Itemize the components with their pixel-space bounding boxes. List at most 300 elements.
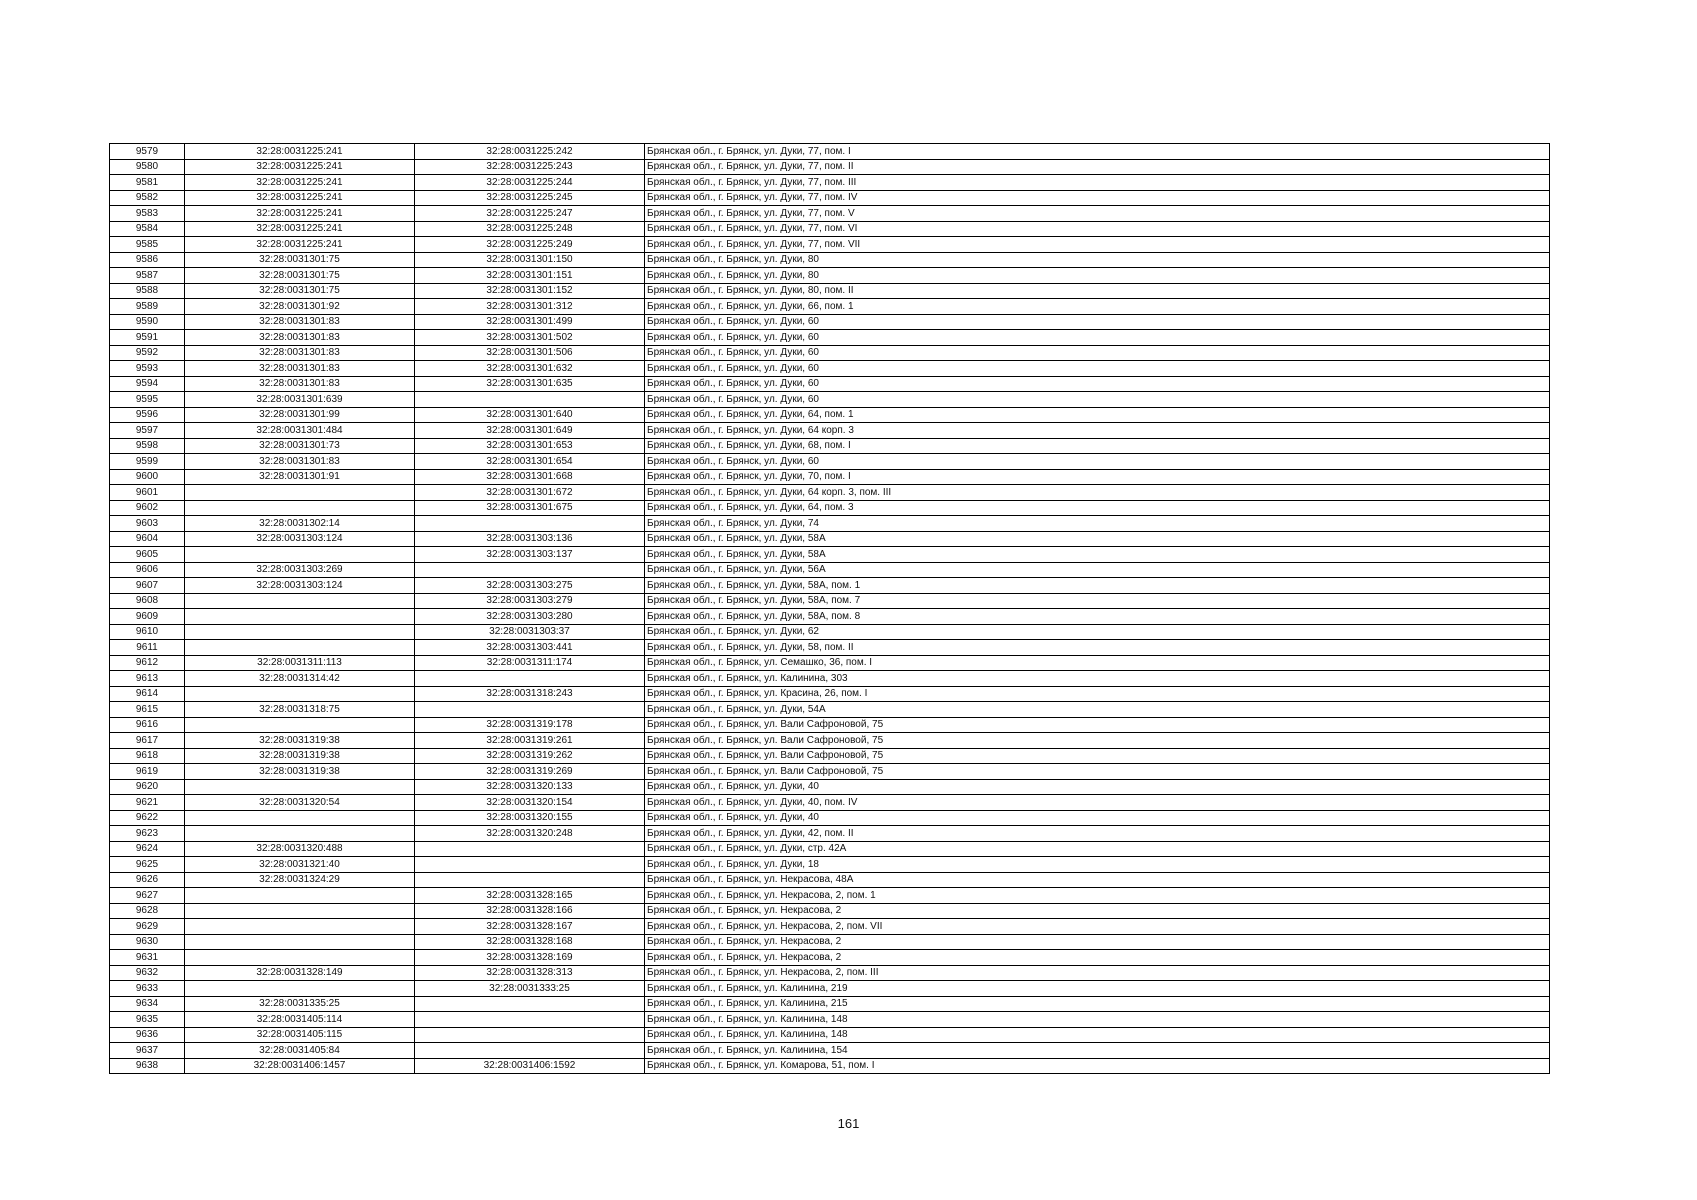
parcel-cadastral-number-cell: 32:28:0031324:29	[185, 872, 415, 888]
object-cadastral-number-cell: 32:28:0031406:1592	[415, 1058, 645, 1074]
table-row	[110, 516, 1550, 532]
table-row	[110, 1027, 1550, 1043]
address-cell: Брянская обл., г. Брянск, ул. Дуки, 64, пом. 3	[645, 500, 1550, 516]
object-cadastral-number-cell: 32:28:0031318:243	[415, 686, 645, 702]
object-cadastral-number-cell: 32:28:0031301:152	[415, 283, 645, 299]
parcel-cadastral-number-cell: 32:28:0031225:241	[185, 144, 415, 160]
table-row	[110, 903, 1550, 919]
row-number-cell: 9621	[110, 795, 185, 811]
parcel-cadastral-number-cell: 32:28:0031319:38	[185, 764, 415, 780]
table-row	[110, 624, 1550, 640]
object-cadastral-number-cell	[415, 1043, 645, 1059]
parcel-cadastral-number-cell: 32:28:0031318:75	[185, 702, 415, 718]
row-number-cell: 9620	[110, 779, 185, 795]
object-cadastral-number-cell: 32:28:0031303:137	[415, 547, 645, 563]
object-cadastral-number-cell: 32:28:0031320:155	[415, 810, 645, 826]
address-cell: Брянская обл., г. Брянск, ул. Семашко, 36, пом. I	[645, 655, 1550, 671]
address-cell: Брянская обл., г. Брянск, ул. Дуки, 60	[645, 345, 1550, 361]
address-cell: Брянская обл., г. Брянск, ул. Дуки, 58А	[645, 531, 1550, 547]
table-row	[110, 686, 1550, 702]
table-row	[110, 314, 1550, 330]
object-cadastral-number-cell: 32:28:0031328:166	[415, 903, 645, 919]
row-number-cell: 9614	[110, 686, 185, 702]
row-number-cell: 9593	[110, 361, 185, 377]
parcel-cadastral-number-cell: 32:28:0031301:75	[185, 283, 415, 299]
parcel-cadastral-number-cell: 32:28:0031225:241	[185, 159, 415, 175]
parcel-cadastral-number-cell	[185, 919, 415, 935]
table-row	[110, 671, 1550, 687]
row-number-cell: 9588	[110, 283, 185, 299]
object-cadastral-number-cell: 32:28:0031301:653	[415, 438, 645, 454]
table-row	[110, 562, 1550, 578]
address-cell: Брянская обл., г. Брянск, ул. Комарова, 51, пом. I	[645, 1058, 1550, 1074]
parcel-cadastral-number-cell: 32:28:0031328:149	[185, 965, 415, 981]
address-cell: Брянская обл., г. Брянск, ул. Дуки, 58А, пом. 7	[645, 593, 1550, 609]
address-cell: Брянская обл., г. Брянск, ул. Дуки, 60	[645, 454, 1550, 470]
row-number-cell: 9633	[110, 981, 185, 997]
object-cadastral-number-cell: 32:28:0031225:243	[415, 159, 645, 175]
row-number-cell: 9605	[110, 547, 185, 563]
table-row	[110, 221, 1550, 237]
parcel-cadastral-number-cell: 32:28:0031225:241	[185, 190, 415, 206]
object-cadastral-number-cell: 32:28:0031225:248	[415, 221, 645, 237]
object-cadastral-number-cell: 32:28:0031333:25	[415, 981, 645, 997]
object-cadastral-number-cell	[415, 872, 645, 888]
address-cell: Брянская обл., г. Брянск, ул. Дуки, 77, пом. I	[645, 144, 1550, 160]
parcel-cadastral-number-cell: 32:28:0031303:124	[185, 531, 415, 547]
row-number-cell: 9630	[110, 934, 185, 950]
object-cadastral-number-cell: 32:28:0031225:249	[415, 237, 645, 253]
table-row	[110, 578, 1550, 594]
address-cell: Брянская обл., г. Брянск, ул. Некрасова, 2	[645, 934, 1550, 950]
parcel-cadastral-number-cell	[185, 826, 415, 842]
parcel-cadastral-number-cell: 32:28:0031405:84	[185, 1043, 415, 1059]
parcel-cadastral-number-cell	[185, 547, 415, 563]
row-number-cell: 9592	[110, 345, 185, 361]
registry-table-body	[110, 144, 1550, 1074]
row-number-cell: 9606	[110, 562, 185, 578]
row-number-cell: 9618	[110, 748, 185, 764]
parcel-cadastral-number-cell: 32:28:0031301:91	[185, 469, 415, 485]
object-cadastral-number-cell	[415, 671, 645, 687]
object-cadastral-number-cell: 32:28:0031301:506	[415, 345, 645, 361]
row-number-cell: 9628	[110, 903, 185, 919]
table-row	[110, 810, 1550, 826]
parcel-cadastral-number-cell	[185, 593, 415, 609]
table-row	[110, 996, 1550, 1012]
parcel-cadastral-number-cell: 32:28:0031301:99	[185, 407, 415, 423]
table-row	[110, 454, 1550, 470]
row-number-cell: 9636	[110, 1027, 185, 1043]
table-row	[110, 159, 1550, 175]
address-cell: Брянская обл., г. Брянск, ул. Дуки, 68, пом. I	[645, 438, 1550, 454]
parcel-cadastral-number-cell: 32:28:0031225:241	[185, 221, 415, 237]
object-cadastral-number-cell: 32:28:0031320:133	[415, 779, 645, 795]
parcel-cadastral-number-cell: 32:28:0031301:83	[185, 330, 415, 346]
row-number-cell: 9594	[110, 376, 185, 392]
parcel-cadastral-number-cell: 32:28:0031301:75	[185, 252, 415, 268]
object-cadastral-number-cell: 32:28:0031303:136	[415, 531, 645, 547]
address-cell: Брянская обл., г. Брянск, ул. Дуки, 60	[645, 361, 1550, 377]
address-cell: Брянская обл., г. Брянск, ул. Дуки, 40, пом. IV	[645, 795, 1550, 811]
address-cell: Брянская обл., г. Брянск, ул. Калинина, 219	[645, 981, 1550, 997]
row-number-cell: 9608	[110, 593, 185, 609]
row-number-cell: 9598	[110, 438, 185, 454]
address-cell: Брянская обл., г. Брянск, ул. Дуки, 74	[645, 516, 1550, 532]
parcel-cadastral-number-cell: 32:28:0031320:488	[185, 841, 415, 857]
row-number-cell: 9637	[110, 1043, 185, 1059]
object-cadastral-number-cell: 32:28:0031303:275	[415, 578, 645, 594]
address-cell: Брянская обл., г. Брянск, ул. Некрасова, 48А	[645, 872, 1550, 888]
row-number-cell: 9634	[110, 996, 185, 1012]
parcel-cadastral-number-cell	[185, 500, 415, 516]
parcel-cadastral-number-cell: 32:28:0031225:241	[185, 237, 415, 253]
row-number-cell: 9631	[110, 950, 185, 966]
row-number-cell: 9615	[110, 702, 185, 718]
row-number-cell: 9602	[110, 500, 185, 516]
address-cell: Брянская обл., г. Брянск, ул. Вали Сафроновой, 75	[645, 748, 1550, 764]
row-number-cell: 9626	[110, 872, 185, 888]
table-row	[110, 748, 1550, 764]
parcel-cadastral-number-cell: 32:28:0031301:83	[185, 314, 415, 330]
row-number-cell: 9617	[110, 733, 185, 749]
table-row	[110, 717, 1550, 733]
row-number-cell: 9589	[110, 299, 185, 315]
row-number-cell: 9600	[110, 469, 185, 485]
parcel-cadastral-number-cell: 32:28:0031301:75	[185, 268, 415, 284]
row-number-cell: 9587	[110, 268, 185, 284]
row-number-cell: 9586	[110, 252, 185, 268]
object-cadastral-number-cell: 32:28:0031301:654	[415, 454, 645, 470]
object-cadastral-number-cell	[415, 392, 645, 408]
address-cell: Брянская обл., г. Брянск, ул. Дуки, 58А, пом. 1	[645, 578, 1550, 594]
object-cadastral-number-cell: 32:28:0031225:245	[415, 190, 645, 206]
object-cadastral-number-cell: 32:28:0031225:244	[415, 175, 645, 191]
object-cadastral-number-cell: 32:28:0031303:441	[415, 640, 645, 656]
parcel-cadastral-number-cell	[185, 717, 415, 733]
row-number-cell: 9590	[110, 314, 185, 330]
object-cadastral-number-cell: 32:28:0031319:269	[415, 764, 645, 780]
parcel-cadastral-number-cell: 32:28:0031301:83	[185, 361, 415, 377]
object-cadastral-number-cell: 32:28:0031328:165	[415, 888, 645, 904]
row-number-cell: 9580	[110, 159, 185, 175]
row-number-cell: 9609	[110, 609, 185, 625]
object-cadastral-number-cell: 32:28:0031320:154	[415, 795, 645, 811]
row-number-cell: 9610	[110, 624, 185, 640]
row-number-cell: 9613	[110, 671, 185, 687]
object-cadastral-number-cell: 32:28:0031319:178	[415, 717, 645, 733]
parcel-cadastral-number-cell: 32:28:0031301:83	[185, 454, 415, 470]
table-row	[110, 283, 1550, 299]
parcel-cadastral-number-cell: 32:28:0031225:241	[185, 206, 415, 222]
row-number-cell: 9638	[110, 1058, 185, 1074]
row-number-cell: 9627	[110, 888, 185, 904]
table-row	[110, 640, 1550, 656]
object-cadastral-number-cell	[415, 841, 645, 857]
object-cadastral-number-cell	[415, 562, 645, 578]
parcel-cadastral-number-cell: 32:28:0031301:92	[185, 299, 415, 315]
address-cell: Брянская обл., г. Брянск, ул. Дуки, 60	[645, 314, 1550, 330]
address-cell: Брянская обл., г. Брянск, ул. Дуки, 56А	[645, 562, 1550, 578]
row-number-cell: 9623	[110, 826, 185, 842]
parcel-cadastral-number-cell: 32:28:0031406:1457	[185, 1058, 415, 1074]
address-cell: Брянская обл., г. Брянск, ул. Дуки, 42, пом. II	[645, 826, 1550, 842]
address-cell: Брянская обл., г. Брянск, ул. Калинина, 148	[645, 1027, 1550, 1043]
page-number: 161	[837, 1116, 860, 1131]
parcel-cadastral-number-cell: 32:28:0031319:38	[185, 733, 415, 749]
address-cell: Брянская обл., г. Брянск, ул. Некрасова, 2, пом. 1	[645, 888, 1550, 904]
row-number-cell: 9607	[110, 578, 185, 594]
row-number-cell: 9632	[110, 965, 185, 981]
row-number-cell: 9604	[110, 531, 185, 547]
table-row	[110, 376, 1550, 392]
row-number-cell: 9584	[110, 221, 185, 237]
parcel-cadastral-number-cell: 32:28:0031301:484	[185, 423, 415, 439]
object-cadastral-number-cell: 32:28:0031319:261	[415, 733, 645, 749]
object-cadastral-number-cell: 32:28:0031301:499	[415, 314, 645, 330]
table-row	[110, 547, 1550, 563]
table-row	[110, 655, 1550, 671]
table-row	[110, 469, 1550, 485]
parcel-cadastral-number-cell	[185, 950, 415, 966]
table-row	[110, 1043, 1550, 1059]
address-cell: Брянская обл., г. Брянск, ул. Вали Сафроновой, 75	[645, 717, 1550, 733]
table-row	[110, 950, 1550, 966]
address-cell: Брянская обл., г. Брянск, ул. Некрасова, 2	[645, 903, 1550, 919]
table-row	[110, 500, 1550, 516]
object-cadastral-number-cell: 32:28:0031301:151	[415, 268, 645, 284]
address-cell: Брянская обл., г. Брянск, ул. Дуки, 77, пом. IV	[645, 190, 1550, 206]
object-cadastral-number-cell: 32:28:0031301:632	[415, 361, 645, 377]
row-number-cell: 9629	[110, 919, 185, 935]
row-number-cell: 9582	[110, 190, 185, 206]
address-cell: Брянская обл., г. Брянск, ул. Дуки, 60	[645, 376, 1550, 392]
object-cadastral-number-cell: 32:28:0031328:313	[415, 965, 645, 981]
parcel-cadastral-number-cell: 32:28:0031301:73	[185, 438, 415, 454]
row-number-cell: 9596	[110, 407, 185, 423]
address-cell: Брянская обл., г. Брянск, ул. Дуки, 70, пом. I	[645, 469, 1550, 485]
table-row	[110, 144, 1550, 160]
row-number-cell: 9595	[110, 392, 185, 408]
address-cell: Брянская обл., г. Брянск, ул. Калинина, 215	[645, 996, 1550, 1012]
row-number-cell: 9601	[110, 485, 185, 501]
parcel-cadastral-number-cell: 32:28:0031319:38	[185, 748, 415, 764]
object-cadastral-number-cell: 32:28:0031303:37	[415, 624, 645, 640]
table-row	[110, 361, 1550, 377]
table-row	[110, 888, 1550, 904]
address-cell: Брянская обл., г. Брянск, ул. Калинина, 303	[645, 671, 1550, 687]
parcel-cadastral-number-cell: 32:28:0031302:14	[185, 516, 415, 532]
object-cadastral-number-cell	[415, 857, 645, 873]
parcel-cadastral-number-cell: 32:28:0031335:25	[185, 996, 415, 1012]
object-cadastral-number-cell	[415, 702, 645, 718]
object-cadastral-number-cell: 32:28:0031301:312	[415, 299, 645, 315]
table-row	[110, 485, 1550, 501]
registry-table	[109, 143, 1550, 1074]
table-row	[110, 857, 1550, 873]
table-row	[110, 872, 1550, 888]
object-cadastral-number-cell: 32:28:0031301:635	[415, 376, 645, 392]
table-row	[110, 392, 1550, 408]
parcel-cadastral-number-cell	[185, 640, 415, 656]
address-cell: Брянская обл., г. Брянск, ул. Дуки, 18	[645, 857, 1550, 873]
row-number-cell: 9611	[110, 640, 185, 656]
table-row	[110, 609, 1550, 625]
parcel-cadastral-number-cell	[185, 903, 415, 919]
address-cell: Брянская обл., г. Брянск, ул. Дуки, стр. 42А	[645, 841, 1550, 857]
object-cadastral-number-cell: 32:28:0031301:675	[415, 500, 645, 516]
address-cell: Брянская обл., г. Брянск, ул. Некрасова, 2, пом. III	[645, 965, 1550, 981]
row-number-cell: 9624	[110, 841, 185, 857]
table-row	[110, 764, 1550, 780]
table-row	[110, 934, 1550, 950]
address-cell: Брянская обл., г. Брянск, ул. Дуки, 80, пом. II	[645, 283, 1550, 299]
table-row	[110, 1058, 1550, 1074]
object-cadastral-number-cell: 32:28:0031301:649	[415, 423, 645, 439]
parcel-cadastral-number-cell: 32:28:0031320:54	[185, 795, 415, 811]
parcel-cadastral-number-cell	[185, 686, 415, 702]
address-cell: Брянская обл., г. Брянск, ул. Дуки, 64 корп. 3	[645, 423, 1550, 439]
parcel-cadastral-number-cell: 32:28:0031314:42	[185, 671, 415, 687]
object-cadastral-number-cell	[415, 1012, 645, 1028]
object-cadastral-number-cell: 32:28:0031301:640	[415, 407, 645, 423]
row-number-cell: 9579	[110, 144, 185, 160]
table-row	[110, 175, 1550, 191]
object-cadastral-number-cell: 32:28:0031311:174	[415, 655, 645, 671]
object-cadastral-number-cell	[415, 1027, 645, 1043]
row-number-cell: 9635	[110, 1012, 185, 1028]
address-cell: Брянская обл., г. Брянск, ул. Дуки, 64, пом. 1	[645, 407, 1550, 423]
table-row	[110, 252, 1550, 268]
address-cell: Брянская обл., г. Брянск, ул. Вали Сафроновой, 75	[645, 764, 1550, 780]
row-number-cell: 9581	[110, 175, 185, 191]
row-number-cell: 9603	[110, 516, 185, 532]
table-row	[110, 965, 1550, 981]
object-cadastral-number-cell: 32:28:0031301:672	[415, 485, 645, 501]
table-row	[110, 237, 1550, 253]
object-cadastral-number-cell: 32:28:0031328:168	[415, 934, 645, 950]
row-number-cell: 9599	[110, 454, 185, 470]
parcel-cadastral-number-cell	[185, 485, 415, 501]
table-row	[110, 438, 1550, 454]
address-cell: Брянская обл., г. Брянск, ул. Некрасова, 2	[645, 950, 1550, 966]
table-row	[110, 841, 1550, 857]
address-cell: Брянская обл., г. Брянск, ул. Дуки, 58, пом. II	[645, 640, 1550, 656]
parcel-cadastral-number-cell: 32:28:0031301:639	[185, 392, 415, 408]
row-number-cell: 9585	[110, 237, 185, 253]
table-row	[110, 407, 1550, 423]
parcel-cadastral-number-cell	[185, 934, 415, 950]
object-cadastral-number-cell: 32:28:0031225:247	[415, 206, 645, 222]
parcel-cadastral-number-cell	[185, 609, 415, 625]
parcel-cadastral-number-cell	[185, 779, 415, 795]
address-cell: Брянская обл., г. Брянск, ул. Калинина, 148	[645, 1012, 1550, 1028]
table-row	[110, 779, 1550, 795]
table-row	[110, 531, 1550, 547]
table-row	[110, 981, 1550, 997]
address-cell: Брянская обл., г. Брянск, ул. Дуки, 77, пом. II	[645, 159, 1550, 175]
address-cell: Брянская обл., г. Брянск, ул. Дуки, 62	[645, 624, 1550, 640]
address-cell: Брянская обл., г. Брянск, ул. Дуки, 77, пом. VII	[645, 237, 1550, 253]
parcel-cadastral-number-cell	[185, 810, 415, 826]
object-cadastral-number-cell: 32:28:0031301:150	[415, 252, 645, 268]
row-number-cell: 9612	[110, 655, 185, 671]
object-cadastral-number-cell: 32:28:0031303:279	[415, 593, 645, 609]
row-number-cell: 9619	[110, 764, 185, 780]
address-cell: Брянская обл., г. Брянск, ул. Дуки, 40	[645, 779, 1550, 795]
table-row	[110, 423, 1550, 439]
row-number-cell: 9625	[110, 857, 185, 873]
object-cadastral-number-cell: 32:28:0031301:668	[415, 469, 645, 485]
address-cell: Брянская обл., г. Брянск, ул. Дуки, 77, пом. V	[645, 206, 1550, 222]
address-cell: Брянская обл., г. Брянск, ул. Красина, 26, пом. I	[645, 686, 1550, 702]
object-cadastral-number-cell	[415, 516, 645, 532]
object-cadastral-number-cell: 32:28:0031320:248	[415, 826, 645, 842]
parcel-cadastral-number-cell: 32:28:0031321:40	[185, 857, 415, 873]
address-cell: Брянская обл., г. Брянск, ул. Дуки, 66, пом. 1	[645, 299, 1550, 315]
parcel-cadastral-number-cell	[185, 624, 415, 640]
address-cell: Брянская обл., г. Брянск, ул. Дуки, 40	[645, 810, 1550, 826]
parcel-cadastral-number-cell: 32:28:0031405:115	[185, 1027, 415, 1043]
address-cell: Брянская обл., г. Брянск, ул. Дуки, 54А	[645, 702, 1550, 718]
parcel-cadastral-number-cell: 32:28:0031301:83	[185, 345, 415, 361]
table-row	[110, 795, 1550, 811]
parcel-cadastral-number-cell: 32:28:0031225:241	[185, 175, 415, 191]
table-row	[110, 826, 1550, 842]
address-cell: Брянская обл., г. Брянск, ул. Вали Сафроновой, 75	[645, 733, 1550, 749]
table-row	[110, 190, 1550, 206]
table-row	[110, 345, 1550, 361]
table-row	[110, 268, 1550, 284]
parcel-cadastral-number-cell	[185, 888, 415, 904]
table-row	[110, 206, 1550, 222]
parcel-cadastral-number-cell: 32:28:0031301:83	[185, 376, 415, 392]
table-row	[110, 733, 1550, 749]
table-row	[110, 330, 1550, 346]
address-cell: Брянская обл., г. Брянск, ул. Дуки, 77, пом. III	[645, 175, 1550, 191]
address-cell: Брянская обл., г. Брянск, ул. Дуки, 80	[645, 268, 1550, 284]
table-row	[110, 702, 1550, 718]
object-cadastral-number-cell: 32:28:0031328:169	[415, 950, 645, 966]
address-cell: Брянская обл., г. Брянск, ул. Дуки, 58А, пом. 8	[645, 609, 1550, 625]
object-cadastral-number-cell: 32:28:0031303:280	[415, 609, 645, 625]
parcel-cadastral-number-cell: 32:28:0031311:113	[185, 655, 415, 671]
table-row	[110, 1012, 1550, 1028]
row-number-cell: 9622	[110, 810, 185, 826]
row-number-cell: 9616	[110, 717, 185, 733]
parcel-cadastral-number-cell: 32:28:0031303:124	[185, 578, 415, 594]
address-cell: Брянская обл., г. Брянск, ул. Дуки, 80	[645, 252, 1550, 268]
object-cadastral-number-cell: 32:28:0031225:242	[415, 144, 645, 160]
address-cell: Брянская обл., г. Брянск, ул. Дуки, 60	[645, 330, 1550, 346]
row-number-cell: 9583	[110, 206, 185, 222]
table-row	[110, 919, 1550, 935]
address-cell: Брянская обл., г. Брянск, ул. Калинина, 154	[645, 1043, 1550, 1059]
address-cell: Брянская обл., г. Брянск, ул. Дуки, 64 корп. 3, пом. III	[645, 485, 1550, 501]
row-number-cell: 9597	[110, 423, 185, 439]
address-cell: Брянская обл., г. Брянск, ул. Дуки, 77, пом. VI	[645, 221, 1550, 237]
row-number-cell: 9591	[110, 330, 185, 346]
object-cadastral-number-cell	[415, 996, 645, 1012]
address-cell: Брянская обл., г. Брянск, ул. Дуки, 60	[645, 392, 1550, 408]
table-row	[110, 299, 1550, 315]
parcel-cadastral-number-cell: 32:28:0031303:269	[185, 562, 415, 578]
object-cadastral-number-cell: 32:28:0031328:167	[415, 919, 645, 935]
parcel-cadastral-number-cell	[185, 981, 415, 997]
parcel-cadastral-number-cell: 32:28:0031405:114	[185, 1012, 415, 1028]
object-cadastral-number-cell: 32:28:0031301:502	[415, 330, 645, 346]
address-cell: Брянская обл., г. Брянск, ул. Некрасова, 2, пом. VII	[645, 919, 1550, 935]
